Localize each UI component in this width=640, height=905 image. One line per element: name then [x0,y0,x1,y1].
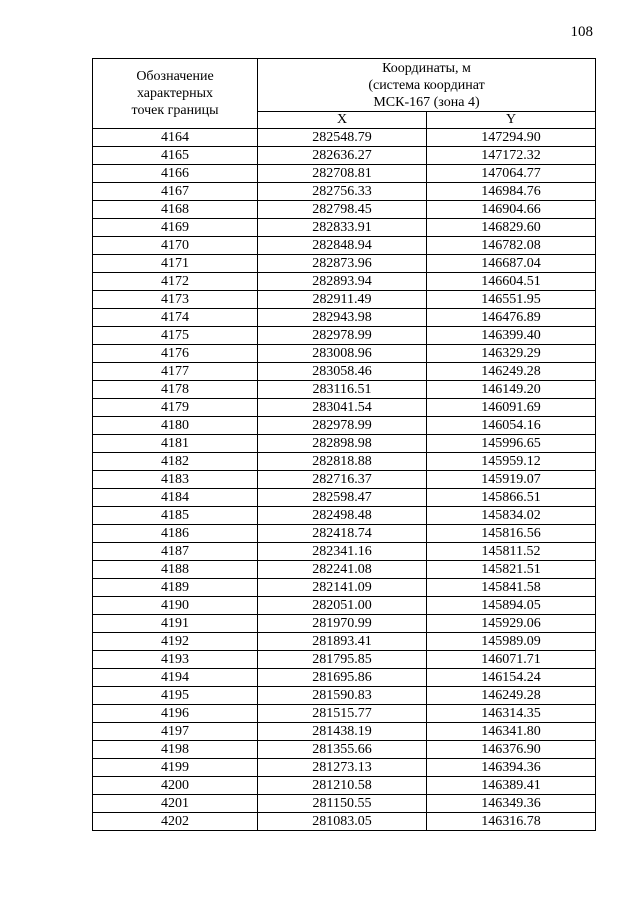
x-cell: 282893.94 [258,273,427,291]
table-row [93,381,596,399]
x-cell: 281590.83 [258,687,427,705]
x-cell: 282756.33 [258,183,427,201]
y-cell: 145989.09 [427,633,596,651]
x-cell: 282598.47 [258,489,427,507]
y-cell: 146054.16 [427,417,596,435]
x-cell: 283116.51 [258,381,427,399]
point-id-cell: 4187 [93,543,258,561]
x-cell: 281273.13 [258,759,427,777]
table-row [93,453,596,471]
point-id-cell: 4189 [93,579,258,597]
x-cell: 281355.66 [258,741,427,759]
x-cell: 282708.81 [258,165,427,183]
header-x: X [258,112,427,129]
y-cell: 146399.40 [427,327,596,345]
y-cell: 146984.76 [427,183,596,201]
table-row [93,255,596,273]
x-cell: 282911.49 [258,291,427,309]
table-row [93,201,596,219]
y-cell: 146316.78 [427,813,596,831]
table-row [93,219,596,237]
x-cell: 282873.96 [258,255,427,273]
point-id-cell: 4174 [93,309,258,327]
table-row [93,363,596,381]
x-cell: 282818.88 [258,453,427,471]
y-cell: 146349.36 [427,795,596,813]
table-row [93,165,596,183]
y-cell: 146154.24 [427,669,596,687]
x-cell: 281970.99 [258,615,427,633]
point-id-cell: 4197 [93,723,258,741]
header-coordinates-line-1: Координаты, м [382,60,471,76]
table-row [93,813,596,831]
table-row [93,687,596,705]
table-row [93,759,596,777]
x-cell: 281515.77 [258,705,427,723]
point-id-cell: 4178 [93,381,258,399]
header-y: Y [427,112,596,129]
x-cell: 282848.94 [258,237,427,255]
x-cell: 281210.58 [258,777,427,795]
x-cell: 282498.48 [258,507,427,525]
table-row [93,147,596,165]
point-id-cell: 4183 [93,471,258,489]
point-id-cell: 4199 [93,759,258,777]
y-cell: 146376.90 [427,741,596,759]
table-row [93,183,596,201]
y-cell: 146071.71 [427,651,596,669]
table-row [93,561,596,579]
x-cell: 282978.99 [258,327,427,345]
point-id-cell: 4171 [93,255,258,273]
table-row [93,597,596,615]
x-cell: 282943.98 [258,309,427,327]
y-cell: 145834.02 [427,507,596,525]
header-point-id-line-3: точек границы [131,103,219,118]
x-cell: 283041.54 [258,399,427,417]
table-row [93,615,596,633]
y-cell: 145811.52 [427,543,596,561]
point-id-cell: 4198 [93,741,258,759]
point-id-cell: 4168 [93,201,258,219]
table-row [93,435,596,453]
table-row [93,309,596,327]
point-id-cell: 4180 [93,417,258,435]
header-coordinates-line-2: (система координат [368,77,485,93]
y-cell: 146904.66 [427,201,596,219]
x-cell: 282241.08 [258,561,427,579]
point-id-cell: 4192 [93,633,258,651]
header-coordinates [258,59,596,112]
point-id-cell: 4182 [93,453,258,471]
point-id-cell: 4165 [93,147,258,165]
x-cell: 283058.46 [258,363,427,381]
x-cell: 282051.00 [258,597,427,615]
point-id-cell: 4201 [93,795,258,813]
x-cell: 281150.55 [258,795,427,813]
table-row [93,651,596,669]
y-cell: 146604.51 [427,273,596,291]
y-cell: 145821.51 [427,561,596,579]
y-cell: 146314.35 [427,705,596,723]
table-row [93,471,596,489]
point-id-cell: 4186 [93,525,258,543]
y-cell: 145841.58 [427,579,596,597]
point-id-cell: 4194 [93,669,258,687]
x-cell: 283008.96 [258,345,427,363]
y-cell: 146249.28 [427,363,596,381]
point-id-cell: 4185 [93,507,258,525]
y-cell: 146782.08 [427,237,596,255]
header-coordinates-line-3: МСК-167 (зона 4) [373,94,480,110]
table-row [93,777,596,795]
x-cell: 281083.05 [258,813,427,831]
x-cell: 282798.45 [258,201,427,219]
coordinates-table [92,58,596,831]
point-id-cell: 4184 [93,489,258,507]
y-cell: 145894.05 [427,597,596,615]
table-row [93,129,596,147]
y-cell: 146341.80 [427,723,596,741]
table-body [93,129,596,831]
point-id-cell: 4164 [93,129,258,147]
y-cell: 145996.65 [427,435,596,453]
header-point-id [93,59,258,129]
point-id-cell: 4172 [93,273,258,291]
point-id-cell: 4175 [93,327,258,345]
table-header [93,59,596,129]
table-row [93,417,596,435]
y-cell: 146249.28 [427,687,596,705]
table-row [93,705,596,723]
y-cell: 145959.12 [427,453,596,471]
x-cell: 282716.37 [258,471,427,489]
point-id-cell: 4176 [93,345,258,363]
point-id-cell: 4179 [93,399,258,417]
y-cell: 146149.20 [427,381,596,399]
y-cell: 145919.07 [427,471,596,489]
y-cell: 145866.51 [427,489,596,507]
y-cell: 145816.56 [427,525,596,543]
x-cell: 282978.99 [258,417,427,435]
table-row [93,669,596,687]
table-row [93,741,596,759]
x-cell: 281893.41 [258,633,427,651]
y-cell: 146476.89 [427,309,596,327]
point-id-cell: 4170 [93,237,258,255]
x-cell: 282418.74 [258,525,427,543]
table-row [93,237,596,255]
x-cell: 282833.91 [258,219,427,237]
table-row [93,507,596,525]
y-cell: 147294.90 [427,129,596,147]
y-cell: 146829.60 [427,219,596,237]
point-id-cell: 4202 [93,813,258,831]
y-cell: 146091.69 [427,399,596,417]
y-cell: 146687.04 [427,255,596,273]
point-id-cell: 4181 [93,435,258,453]
point-id-cell: 4167 [93,183,258,201]
x-cell: 282898.98 [258,435,427,453]
x-cell: 282636.27 [258,147,427,165]
table-row [93,795,596,813]
x-cell: 281438.19 [258,723,427,741]
point-id-cell: 4188 [93,561,258,579]
point-id-cell: 4173 [93,291,258,309]
y-cell: 146394.36 [427,759,596,777]
header-point-id-line-2: характерных [136,86,214,101]
table-row [93,291,596,309]
x-cell: 282548.79 [258,129,427,147]
y-cell: 145929.06 [427,615,596,633]
point-id-cell: 4177 [93,363,258,381]
table-row [93,327,596,345]
point-id-cell: 4169 [93,219,258,237]
x-cell: 281795.85 [258,651,427,669]
y-cell: 146389.41 [427,777,596,795]
table-row [93,579,596,597]
point-id-cell: 4190 [93,597,258,615]
table-row [93,633,596,651]
x-cell: 282141.09 [258,579,427,597]
y-cell: 146329.29 [427,345,596,363]
y-cell: 146551.95 [427,291,596,309]
point-id-cell: 4195 [93,687,258,705]
table-row [93,273,596,291]
x-cell: 282341.16 [258,543,427,561]
table-row [93,489,596,507]
point-id-cell: 4191 [93,615,258,633]
page-number: 108 [570,24,593,40]
point-id-cell: 4200 [93,777,258,795]
x-cell: 281695.86 [258,669,427,687]
header-point-id-line-1: Обозначение [136,69,214,84]
table-row [93,543,596,561]
table-row [93,399,596,417]
y-cell: 147172.32 [427,147,596,165]
table-row [93,525,596,543]
table-row [93,345,596,363]
y-cell: 147064.77 [427,165,596,183]
point-id-cell: 4196 [93,705,258,723]
table-row [93,723,596,741]
point-id-cell: 4193 [93,651,258,669]
point-id-cell: 4166 [93,165,258,183]
